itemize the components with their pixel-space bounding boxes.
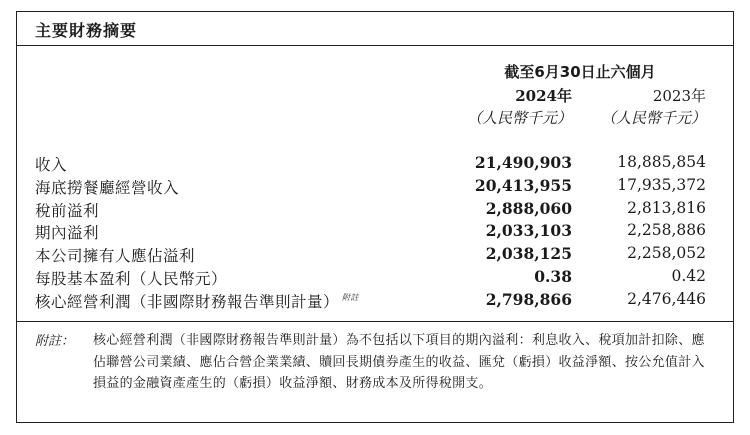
table-title: 主要財務摘要 [35, 21, 138, 40]
value-2023: 2,258,886 [627, 221, 706, 240]
year-2024-header: 2024年 [515, 87, 572, 105]
value-2024: 2,888,060 [485, 198, 572, 218]
value-2024: 2,033,103 [485, 221, 572, 241]
table-row [35, 244, 733, 267]
table-row [35, 221, 733, 244]
note-reference: 附註 [342, 292, 360, 302]
data-rows [35, 153, 733, 313]
value-2023: 17,935,372 [617, 175, 706, 194]
value-2023: 2,813,816 [627, 198, 706, 217]
value-2024: 20,413,955 [474, 175, 572, 195]
table-row [35, 267, 733, 290]
row-label: 收入 [35, 156, 68, 174]
value-2023: 18,885,854 [617, 153, 706, 171]
note-text: 核心經營利潤（非國際財務報告準則計量）為不包括以下項目的期內溢利：利息收入、稅項加計扣除、應佔聯營公司業績、應佔合營企業業績、贖回長期債券產生的收益、匯兌（虧損）收益淨額、按公允值計入損益的金融資產產生的（虧損）收益淨額、財務成本及所得稅開支。 [93, 333, 705, 391]
value-2023: 2,258,052 [627, 244, 706, 263]
title-bar [17, 12, 733, 46]
value-2023: 2,476,446 [627, 289, 706, 308]
unit-2024-header: （人民幣千元） [466, 109, 572, 127]
row-label: 本公司擁有人應佔溢利 [35, 247, 196, 266]
value-2024: 21,490,903 [474, 153, 572, 172]
year-2023-header: 2023年 [652, 87, 706, 105]
value-2024: 2,798,866 [485, 289, 572, 309]
row-label: 海底撈餐廳經營收入 [35, 178, 180, 197]
row-label-text: 核心經營利潤（非國際財務報告準則計量） [35, 292, 340, 311]
row-label: 稅前溢利 [35, 201, 100, 220]
table-row [35, 199, 733, 222]
row-label: 期內溢利 [35, 224, 100, 243]
table-row [35, 153, 733, 176]
value-2024: 0.38 [534, 266, 572, 286]
note-divider [17, 321, 733, 322]
financial-summary-table [16, 11, 734, 423]
row-label: 每股基本盈利（人民幣元） [35, 269, 228, 288]
table-row [35, 290, 733, 313]
value-2024: 2,038,125 [485, 244, 572, 264]
period-header: 截至6月30日止六個月 [504, 63, 656, 81]
note-label: 附註： [35, 334, 75, 349]
row-label [35, 290, 359, 312]
value-2023: 0.42 [671, 266, 706, 285]
table-row [35, 176, 733, 199]
unit-2023-header: （人民幣千元） [600, 109, 706, 127]
